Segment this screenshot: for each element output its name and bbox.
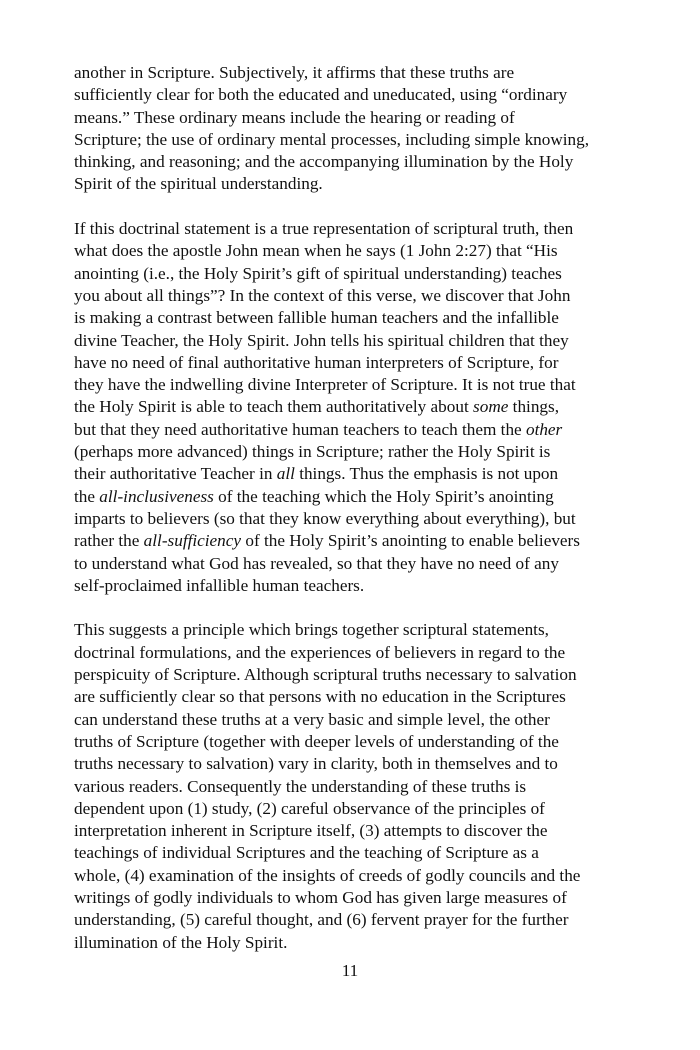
text-segment: things. Thus the emphasis is not upon [294, 464, 559, 484]
text-segment: This suggests a principle which brings together scriptural statements, [74, 620, 549, 640]
text-line [74, 575, 630, 597]
text-line [74, 664, 630, 686]
text-line [74, 619, 630, 641]
text-line [74, 374, 630, 396]
text-segment: rather the [74, 531, 144, 551]
text-segment: divine Teacher, the Holy Spirit. John tells his spiritual children that they [74, 330, 569, 350]
text-line [74, 263, 630, 285]
page-number: 11 [341, 961, 359, 980]
text-segment: teachings of individual Scriptures and the teaching of Scripture as a [74, 843, 539, 863]
paragraph [74, 62, 630, 196]
text-line [74, 686, 630, 708]
text-segment: the Holy Spirit is able to teach them authoritatively about [74, 397, 474, 417]
text-line [74, 173, 630, 195]
text-segment: perspicuity of Scripture. Although scriptural truths necessary to salvation [74, 665, 577, 685]
text-line [74, 486, 630, 508]
text-segment: the [74, 486, 100, 506]
text-segment: dependent upon (1) study, (2) careful observance of the principles of [74, 798, 545, 818]
paragraph [74, 619, 630, 953]
text-line [74, 753, 630, 775]
text-segment: Scripture; the use of ordinary mental processes, including simple knowing, [74, 129, 590, 149]
text-line [74, 887, 630, 909]
text-segment: things, [508, 397, 559, 417]
text-line [74, 642, 630, 664]
text-line [74, 865, 630, 887]
text-line [74, 107, 630, 129]
text-segment: illumination of the Holy Spirit. [74, 932, 288, 952]
text-line [74, 285, 630, 307]
text-segment: you about all things”? In the context of this verse, we discover that John [74, 285, 571, 305]
text-line [74, 240, 630, 262]
italic-text: other [525, 419, 563, 439]
text-line [74, 798, 630, 820]
text-line [74, 62, 630, 84]
text-segment: truths of Scripture (together with deeper levels of understanding of the [74, 731, 559, 751]
text-segment: Spirit of the spiritual understanding. [74, 174, 323, 194]
text-segment: writings of godly individuals to whom God has given large measures of [74, 887, 567, 907]
text-segment: are sufficiently clear so that persons with no education in the Scriptures [74, 687, 566, 707]
text-segment: thinking, and reasoning; and the accompanying illumination by the Holy [74, 152, 574, 172]
text-line [74, 932, 630, 954]
text-line [74, 441, 630, 463]
italic-text: all-sufficiency [143, 531, 242, 551]
text-line [74, 129, 630, 151]
text-segment: imparts to believers (so that they know everything about everything), but [74, 508, 576, 528]
text-segment: If this doctrinal statement is a true representation of scriptural truth, then [74, 219, 574, 239]
text-segment: can understand these truths at a very basic and simple level, the other [74, 709, 550, 729]
text-segment: another in Scripture. Subjectively, it affirms that these truths are [74, 63, 515, 82]
text-segment: have no need of final authoritative human interpreters of Scripture, for [74, 352, 559, 372]
text-line [74, 530, 630, 552]
text-segment: interpretation inherent in Scripture itself, (3) attempts to discover the [74, 821, 548, 841]
text-segment: but that they need authoritative human teachers to teach them the [74, 419, 526, 439]
text-line [74, 84, 630, 106]
text-segment: self-proclaimed infallible human teachers. [74, 575, 365, 595]
text-line [74, 553, 630, 575]
text-line [74, 776, 630, 798]
text-segment: they have the indwelling divine Interpreter of Scripture. It is not true that [74, 375, 576, 395]
text-line [74, 218, 630, 240]
text-line [74, 909, 630, 931]
text-segment: anointing (i.e., the Holy Spirit’s gift of spiritual understanding) teaches [74, 263, 562, 283]
text-line [74, 352, 630, 374]
text-segment: whole, (4) examination of the insights of creeds of godly councils and the [74, 865, 581, 885]
text-line [74, 731, 630, 753]
text-line [74, 820, 630, 842]
italic-text: all-inclusiveness [99, 486, 214, 506]
text-line [74, 508, 630, 530]
text-line [74, 419, 630, 441]
text-segment: to understand what God has revealed, so that they have no need of any [74, 553, 559, 573]
text-line [74, 709, 630, 731]
text-line [74, 151, 630, 173]
text-segment: sufficiently clear for both the educated and uneducated, using “ordinary [74, 85, 568, 105]
text-segment: of the teaching which the Holy Spirit’s anointing [213, 486, 554, 506]
text-segment: what does the apostle John mean when he says (1 John 2:27) that “His [74, 241, 558, 261]
paragraph [74, 218, 630, 597]
text-line [74, 396, 630, 418]
text-segment: doctrinal formulations, and the experiences of believers in regard to the [74, 642, 566, 662]
text-segment: is making a contrast between fallible human teachers and the infallible [74, 308, 559, 328]
text-line [74, 842, 630, 864]
text-segment: means.” These ordinary means include the hearing or reading of [74, 107, 515, 127]
text-line [74, 463, 630, 485]
text-segment: of the Holy Spirit’s anointing to enable believers [241, 531, 580, 551]
text-segment: their authoritative Teacher in [74, 464, 277, 484]
italic-text: all [276, 464, 295, 484]
text-line [74, 307, 630, 329]
italic-text: some [473, 397, 509, 417]
body-text [74, 62, 630, 954]
text-segment: truths necessary to salvation) vary in clarity, both in themselves and to [74, 754, 558, 774]
text-segment: (perhaps more advanced) things in Scripture; rather the Holy Spirit is [74, 442, 551, 462]
text-segment: understanding, (5) careful thought, and (6) fervent prayer for the further [74, 910, 569, 930]
text-line [74, 330, 630, 352]
text-segment: various readers. Consequently the understanding of these truths is [74, 776, 527, 796]
